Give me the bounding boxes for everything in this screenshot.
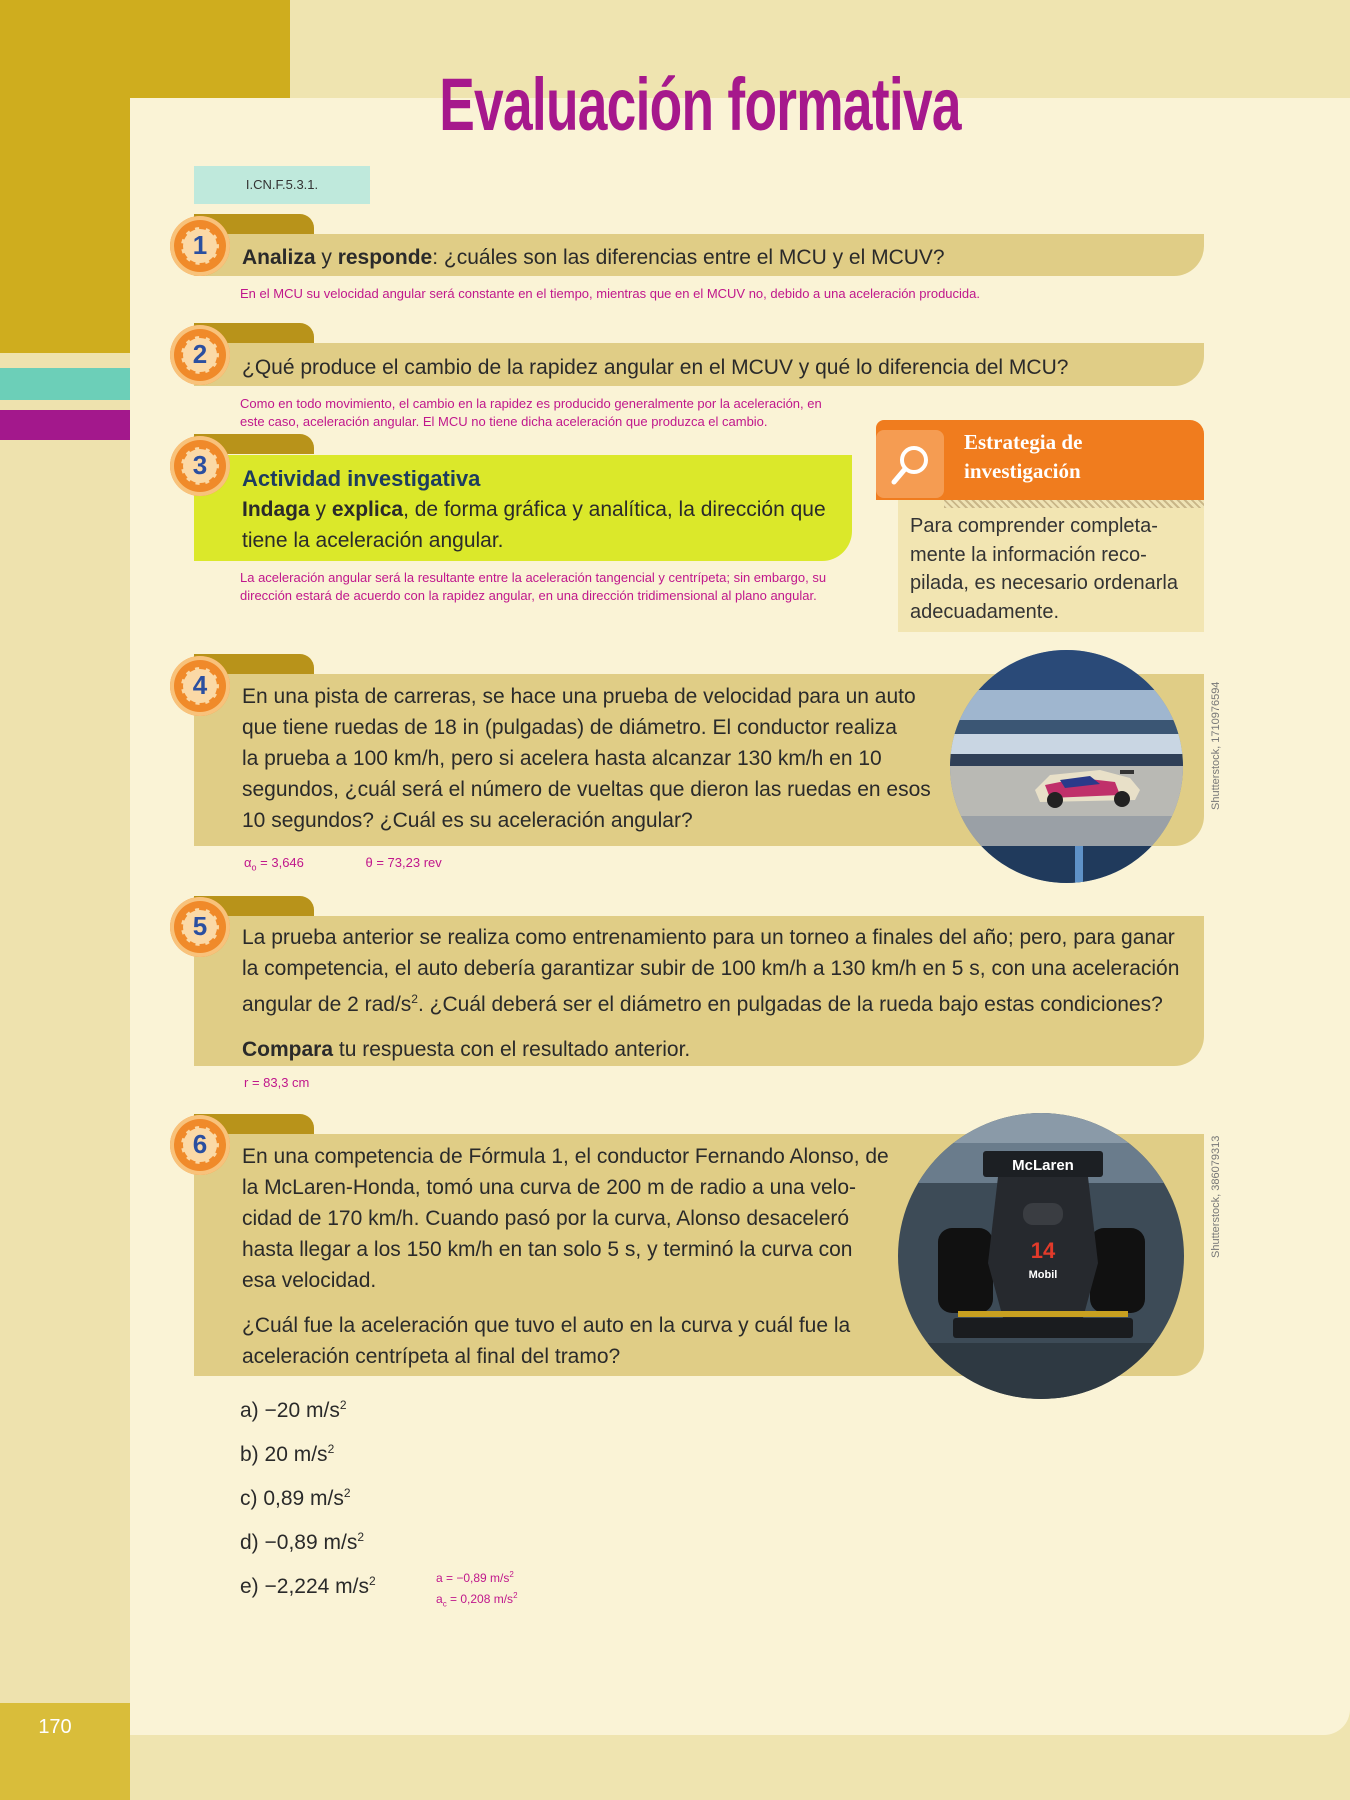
- q1-number-badge: 1: [170, 216, 230, 276]
- strategy-text: Para comprender completa- mente la información reco- pilada, es necesario ordenarla adecuadamente.: [910, 515, 1178, 623]
- gold-side-block: [0, 98, 130, 353]
- q5-answer: r = 83,3 cm: [244, 1075, 310, 1090]
- q2-question: ¿Qué produce el cambio de la rapidez angular en el MCUV y qué lo diferencia del MCU?: [242, 356, 1069, 379]
- race-car-photo: [950, 650, 1183, 883]
- q1-question: Analiza y responde: ¿cuáles son las diferencias entre el MCU y el MCUV?: [242, 246, 945, 269]
- option-b[interactable]: b) 20 $m/s^2$: [240, 1442, 335, 1466]
- gold-corner-block: [0, 0, 290, 98]
- q6-answer: a = −0,89 $m/s^2$ $a_c = 0,208$ $m/s^2$: [436, 1570, 518, 1609]
- q3-title: Actividad investigativa: [242, 466, 481, 491]
- svg-text:Mobil: Mobil: [1028, 1269, 1058, 1281]
- svg-text:McLaren: McLaren: [1012, 1157, 1074, 1174]
- strategy-hatch-divider: [944, 500, 1204, 508]
- q6-photo-credit: Shutterstock, 386079313: [1210, 1135, 1222, 1258]
- page-title: Evaluación formativa: [439, 63, 961, 146]
- option-a[interactable]: a) −20 $m/s^2$: [240, 1398, 347, 1422]
- strategy-title: Estrategia de investigación: [964, 430, 1083, 483]
- q4-photo-credit: Shutterstock, 1710976594: [1210, 681, 1222, 810]
- q3-question: Actividad investigativa Indaga y explica, de forma gráfica y analítica, la dirección que tiene la aceleración angular.: [242, 463, 852, 556]
- magnifier-icon: [876, 430, 944, 498]
- q4-answer: $\alpha_o = 3,646$ θ = 73,23 rev: [244, 855, 442, 873]
- strategy-box: [876, 420, 1204, 632]
- q2-number-badge: 2: [170, 325, 230, 385]
- q6-number-badge: 6: [170, 1115, 230, 1175]
- svg-text:14: 14: [1030, 1238, 1056, 1263]
- q4-question: En una pista de carreras, se hace una prueba de velocidad para un auto que tiene ruedas de 18 in (pulgadas) de diámetro. El conductor realiza la prueba a 100 km/h, pero si acelera hasta alcanzar 130 km/h en 10 segundos, ¿cuál será el número de vueltas que dieron las ruedas en esos 10 segundos? ¿Cuál es su aceleración angular?: [242, 685, 931, 832]
- q1-answer: En el MCU su velocidad angular será constante en el tiempo, mientras que en el MCUV no, debido a una aceleración producida.: [240, 286, 980, 301]
- teal-accent-strip: [0, 368, 130, 400]
- q3-answer: La aceleración angular será la resultante entre la aceleración tangencial y centrípeta; sin embargo, su dirección estará de acuerdo con la rapidez angular, en una dirección tridimensional al plano angular.: [240, 570, 827, 603]
- option-e[interactable]: e) −2,224 $m/s^2$: [240, 1574, 376, 1598]
- q2-answer: Como en todo movimiento, el cambio en la rapidez es producido generalmente por la aceleración, en este caso, aceleración angular. El MCU no tiene dicha aceleración que produzca el cambio.: [240, 396, 822, 429]
- curriculum-code: I.CN.F.5.3.1.: [194, 166, 370, 204]
- formula1-car-photo: [898, 1113, 1184, 1399]
- q6-question: En una competencia de Fórmula 1, el conductor Fernando Alonso, de la McLaren-Honda, tomó una curva de 200 m de radio a una velo- cidad de 170 km/h. Cuando pasó por la curva, Alonso desaceleró hasta llegar a los 150 km/h en tan solo 5 s, y terminó la curva con esa velocidad. ¿Cuál fue la aceleración que tuvo el auto en la curva y cuál fue la aceleración centrípeta al final del tramo?: [242, 1145, 889, 1368]
- page-number: 170: [38, 1716, 72, 1738]
- option-c[interactable]: c) 0,89 $m/s^2$: [240, 1486, 351, 1510]
- q5-question: La prueba anterior se realiza como entrenamiento para un torneo a finales del año; pero, para ganar la competencia, el auto debería garantizar subir de 100 km/h a 130 km/h en 5 s, con una aceleración angular de 2 rad/$s^2$. ¿Cuál deberá ser el diámetro en pulgadas de la rueda bajo estas condiciones? Compara tu respuesta con el resultado anterior.: [242, 926, 1180, 1061]
- option-d[interactable]: d) −0,89 $m/s^2$: [240, 1530, 365, 1554]
- q3-number-badge: 3: [170, 436, 230, 496]
- q5-number-badge: 5: [170, 897, 230, 957]
- magenta-accent-strip: [0, 410, 130, 440]
- q4-number-badge: 4: [170, 656, 230, 716]
